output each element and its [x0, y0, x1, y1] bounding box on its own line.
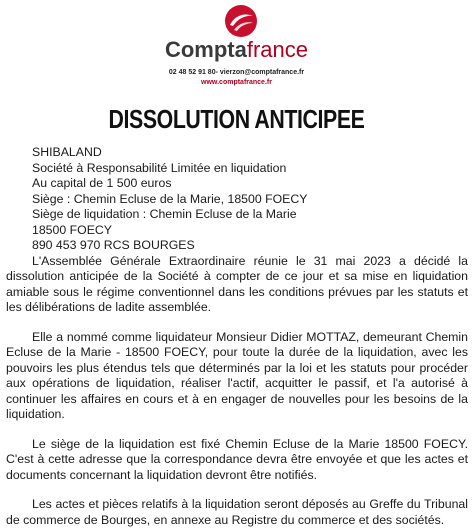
contact-line: 02 48 52 91 80- vierzon@comptafrance.fr: [168, 69, 305, 76]
brand-name-part2: france: [246, 37, 309, 62]
compta-france-logo-icon: [224, 4, 258, 38]
paragraph-siege-liquidation: Le siège de la liquidation est fixé Chemin Ecluse de la Marie 18500 FOECY. C'est à cette adresse que la correspondance devra être envoyée et que les actes et documents concernant la liquidation devront être notifiés.: [6, 436, 468, 482]
brand-name: [0, 38, 473, 62]
company-form: Société à Responsabilité Limitée en liquidation: [32, 160, 287, 175]
company-siege: Siège : Chemin Ecluse de la Marie, 18500 FOECY: [32, 191, 308, 206]
paragraph-depot-actes: Les actes et pièces relatifs à la liquidation seront déposés au Greffe du Tribunal de commerce de Bourges, en annexe au Registre du commerce et des sociétés.: [6, 497, 468, 527]
header: [0, 0, 473, 94]
company-siege-liquidation-city: 18500 FOECY: [32, 222, 112, 237]
company-siege-liquidation: Siège de liquidation : Chemin Ecluse de la Marie: [32, 207, 297, 221]
brand-name-part1: Compta: [164, 37, 247, 62]
company-identification: [6, 145, 468, 254]
paragraph-dissolution: L'Assemblée Générale Extraordinaire réunie le 31 mai 2023 a décidé la dissolution anticipée de la Société à compter de ce jour et sa mise en liquidation amiable sous le régime conventionnel dans les conditions prévues par les statuts et les délibérations de ladite assemblée.: [6, 253, 468, 314]
notice-body: [6, 145, 468, 528]
company-capital: Au capital de 1 500 euros: [32, 176, 172, 190]
company-name: SHIBALAND: [32, 145, 102, 159]
notice-title: DISSOLUTION ANTICIPEE: [108, 104, 365, 134]
paragraph-liquidateur: Elle a nommé comme liquidateur Monsieur Didier MOTTAZ, demeurant Chemin Ecluse de la Marie - 18500 FOECY, pour toute la durée de la liquidation, avec les pouvoirs les plus étendus tels que déterminés par la loi et les statuts pour procéder aux opérations de liquidation, réaliser l'actif, acquitter le passif, et l'a autorisé à continuer les affaires en cours et à en engager de nouvelles pour les besoins de la liquidation.: [6, 329, 468, 421]
company-rcs: 890 453 970 RCS BOURGES: [32, 238, 195, 252]
website-link[interactable]: www.comptafrance.fr: [201, 79, 272, 86]
